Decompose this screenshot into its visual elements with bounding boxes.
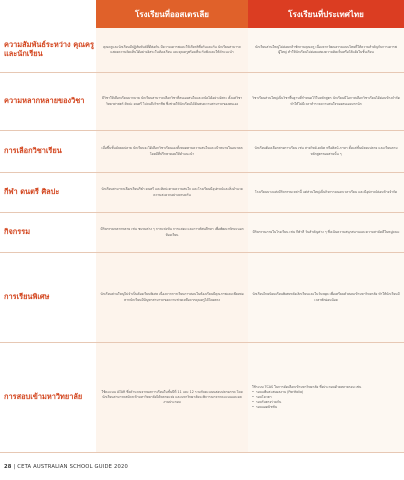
row-label: การเรียนพิเศษ: [4, 292, 50, 302]
row-label: กิจกรรม: [4, 227, 31, 237]
thailand-cell: นักเรียนส่วนใหญ่ไม่ค่อยกล้าซักถามคุณครู เนื่องจากวัฒนธรรมแบบไทยที่ให้ความสำคัญกับการเคารพผู้ใหญ่ ทำให้นักเรียนไม่ค่อยแสดงความคิดเห็นหรือโต้แย้งในชั้นเรียน: [248, 28, 404, 72]
australia-cell: มีวิชาให้เลือกเรียนมากมาย นักเรียนสามารถเลือกวิชาที่ตนเองสนใจและถนัดได้อย่างอิสระ ตั้งแต่วิชาวิทยาศาสตร์ ศิลปะ ดนตรี ไปจนถึงวิชาชีพ ซึ่งช่วยให้นักเรียนได้ค้นพบความสามารถของตนเอง: [96, 73, 248, 130]
row-label: การสอบเข้ามหาวิทยาลัย: [4, 392, 83, 402]
bullet-icon: •: [252, 400, 254, 405]
thailand-cell: นักเรียนไทยนิยมเรียนพิเศษหลังเลิกเรียนและในวันหยุด เพื่อเตรียมตัวสอบเข้ามหาวิทยาลัย ทำให้นักเรียนมีเวลาพักผ่อนน้อย: [248, 253, 404, 342]
page-number: 28: [4, 464, 12, 470]
row-label: กีฬา ดนตรี ศิลปะ: [4, 187, 60, 197]
bullet-icon: •: [252, 405, 254, 410]
table-row: [0, 28, 404, 73]
thailand-cell: [248, 343, 404, 452]
table-row: [0, 213, 404, 253]
list-item-text: รอบแอดมิชชัน: [255, 405, 277, 410]
row-label: ความหลากหลายของวิชา: [4, 96, 85, 106]
header-thailand: โรงเรียนที่ประเทศไทย: [248, 0, 404, 28]
thailand-cell-intro: ใช้ระบบ TCAS ในการคัดเลือกเข้ามหาวิทยาลัย ซึ่งประกอบด้วยหลายรอบ เช่น: [252, 384, 362, 389]
australia-cell: นักเรียนสามารถเลือกเรียนกีฬา ดนตรี และศิลปะตามความสนใจ และโรงเรียนมีอุปกรณ์และสิ่งอำนวยความสะดวกอย่างครบครัน: [96, 173, 248, 212]
page-footer: [4, 464, 128, 470]
row-label: การเลือกวิชาเรียน: [4, 146, 62, 156]
thailand-cell: มีกิจกรรมภายในโรงเรียน เช่น กีฬาสี วันสำคัญต่าง ๆ ซึ่งเน้นความสนุกสนานและความสามัคคีในหมู่คณะ: [248, 213, 404, 252]
table-row: [0, 343, 404, 453]
table-row: [0, 173, 404, 213]
australia-cell: ใช้คะแนน ATAR ซึ่งคำนวณจากผลการเรียนในชั้นปีที่ 11 และ 12 รวมกับคะแนนสอบปลายภาค โดยนักเรียนสามารถสมัครเข้ามหาวิทยาลัยได้หลายแห่ง และมหาวิทยาลัยจะพิจารณาจากคะแนนและผลงานประกอบ: [96, 343, 248, 452]
table-header: [0, 0, 404, 28]
thailand-cell: โรงเรียนบางแห่งมีกิจกรรมเหล่านี้ แต่ส่วนใหญ่เป็นกิจกรรมนอกเวลาเรียน และมีอุปกรณ์ค่อนข้างจำกัด: [248, 173, 404, 212]
australia-cell: นักเรียนส่วนใหญ่ไม่จำเป็นต้องเรียนพิเศษ เนื่องจากการเรียนการสอนในห้องเรียนมีคุณภาพและเพียงพอ หากนักเรียนมีปัญหาสามารถขอความช่วยเหลือจากคุณครูได้โดยตรง: [96, 253, 248, 342]
header-australia: โรงเรียนที่ออสเตรเลีย: [96, 0, 248, 28]
bullet-icon: •: [252, 394, 254, 399]
row-label: ความสัมพันธ์ระหว่าง คุณครูและนักเรียน: [4, 40, 94, 58]
table-row: [0, 253, 404, 343]
list-item-text: รอบแฟ้มสะสมผลงาน (Portfolio): [255, 389, 304, 394]
bullet-icon: •: [252, 389, 254, 394]
footer-title: CETA AUSTRALIAN SCHOOL GUIDE 2020: [17, 464, 128, 470]
list-item-text: รอบรับตรงร่วมกัน: [255, 400, 282, 405]
australia-cell: เมื่อขึ้นชั้นมัธยมปลาย นักเรียนจะได้เลือกวิชาเรียนเองทั้งหมดตามความสนใจและเป้าหมายในอนาคต โดยมีที่ปรึกษาคอยให้คำแนะนำ: [96, 131, 248, 172]
table-row: [0, 131, 404, 173]
thailand-cell: วิชาเรียนส่วนใหญ่เป็นวิชาพื้นฐานที่กำหนดไว้ในหลักสูตร นักเรียนมีโอกาสเลือกวิชาเรียนได้ค่อนข้างจำกัด ทำให้ไม่มีเวลาสำรวจความสนใจของตนเองมากนัก: [248, 73, 404, 130]
list-item: [252, 405, 400, 410]
thailand-cell: นักเรียนต้องเลือกสายการเรียน เช่น สายวิทย์-คณิต หรือศิลป์-ภาษา ตั้งแต่ชั้นมัธยมปลาย และเรียนตามหลักสูตรของสายนั้น ๆ: [248, 131, 404, 172]
list-item-text: รอบโควตา: [255, 394, 272, 399]
australia-cell: มีกิจกรรมหลากหลาย เช่น ชมรมต่าง ๆ การแข่งขัน การแสดง และการทัศนศึกษา เพื่อพัฒนาทักษะนอกห้องเรียน: [96, 213, 248, 252]
table-row: [0, 73, 404, 131]
footer-separator: |: [13, 464, 18, 470]
header-blank: [0, 0, 96, 28]
australia-cell: คุณครูและนักเรียนมีปฏิสัมพันธ์ที่ดีต่อกัน มีความเคารพและให้เกียรติซึ่งกันและกัน นักเรียนสามารถแสดงความคิดเห็นได้อย่างอิสระในห้องเรียน และคุณครูพร้อมที่จะรับฟังและให้คำแนะนำ: [96, 28, 248, 72]
